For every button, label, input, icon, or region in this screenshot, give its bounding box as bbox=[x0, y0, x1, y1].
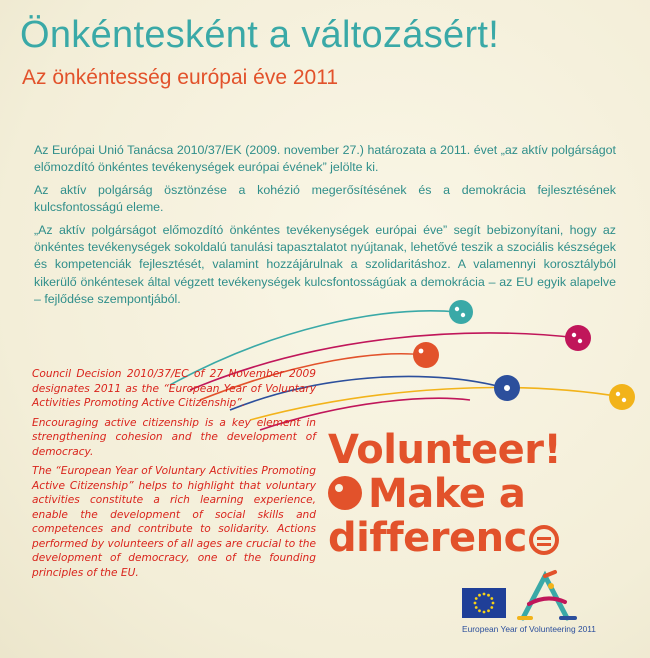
slogan-line-1: Volunteer! bbox=[328, 427, 562, 473]
volunteer-slogan bbox=[328, 428, 561, 560]
e-logo-icon bbox=[529, 525, 559, 555]
hungarian-text-block bbox=[34, 142, 616, 314]
english-paragraph: Encouraging active citizenship is a key element in strengthening cohesion and the development of democracy. bbox=[32, 416, 316, 458]
volunteering-year-logo-icon bbox=[515, 568, 580, 623]
slogan-line-3 bbox=[328, 516, 561, 560]
english-text-block bbox=[32, 367, 316, 585]
hungarian-paragraph: Az Európai Unió Tanácsa 2010/37/EK (2009. november 27.) határozata a 2011. évet „az aktív polgárságot előmozdító önkéntes tevékenységek európai évének” jelölte ki. bbox=[34, 143, 616, 175]
hungarian-paragraph: „Az aktív polgárságot előmozdító önkéntes tevékenységek európai éve” segít bebizonyítani, hogy az önkéntes tevékenységek sokoldalú tanulási tapasztalatot nyújtanak, lehetővé teszik a szociális készségek és kompetenciák fejlesztését, valamint hozzájárulnak a szolidaritáshoz. A valamennyi korosztályból kikerülő önkéntesek által végzett tevékenységek kulcsfontosságúak a demokrácia – az EU egyik alapelve – fejlődése szempontjából. bbox=[34, 222, 616, 307]
english-paragraph: Council Decision 2010/37/EC of 27 November 2009 designates 2011 as the “European Year of Voluntary Activities Promoting Active Citizenship”. bbox=[32, 368, 316, 409]
ribbon-ball-orange bbox=[413, 342, 439, 368]
slogan-line-3-text: differenc bbox=[328, 515, 527, 561]
slogan-line-2-text: Make a bbox=[368, 471, 526, 517]
ribbon-ball-magenta bbox=[565, 325, 591, 351]
volunteering-year-caption: European Year of Volunteering 2011 bbox=[462, 624, 596, 634]
slogan-dot-icon bbox=[328, 476, 362, 510]
english-paragraph: The “European Year of Voluntary Activities Promoting Active Citizenship” helps to highlight that voluntary activities constitute a rich learning experience, enable the development of social skills and competences and contribute to solidarity. Actions performed by volunteers of all ages are crucial to the development of democracy, one of the founding principles of the EU. bbox=[32, 465, 316, 579]
hungarian-paragraph: Az aktív polgárság ösztönzése a kohézió megerősítésének és a demokrácia fejlesztésének kulcsfontosságú eleme. bbox=[34, 182, 616, 215]
slogan-line-2 bbox=[328, 472, 561, 516]
hungarian-title: Önkéntesként a változásért! bbox=[20, 14, 500, 56]
eu-flag-icon bbox=[462, 588, 506, 618]
ribbon-ball-navy bbox=[494, 375, 520, 401]
ribbon-ball-yellow bbox=[609, 384, 635, 410]
hungarian-subtitle: Az önkéntesség európai éve 2011 bbox=[22, 66, 339, 89]
